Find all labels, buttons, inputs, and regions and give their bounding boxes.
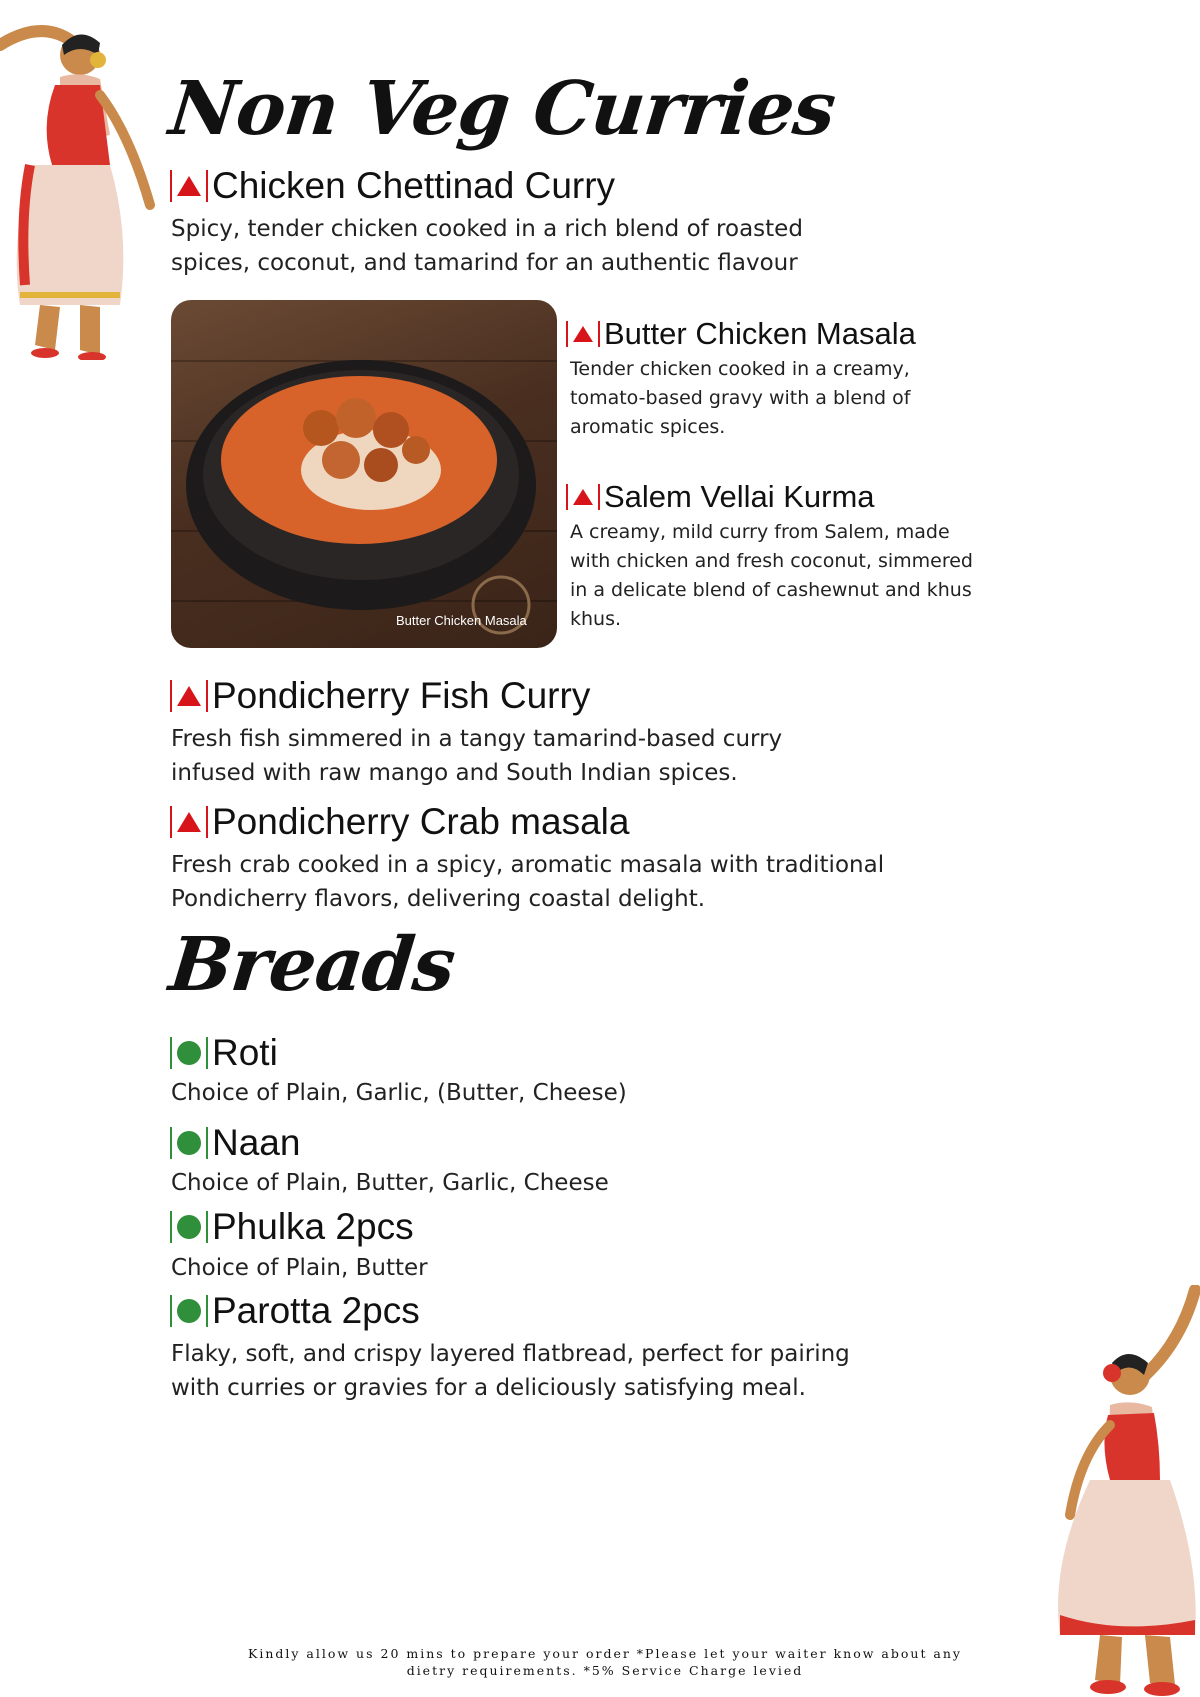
non-veg-marker-icon xyxy=(566,484,600,510)
item-name-label: Pondicherry Fish Curry xyxy=(212,675,591,716)
veg-marker-icon xyxy=(170,1295,208,1327)
item-description: Flaky, soft, and crispy layered flatbread, perfect for pairing with curries or gravies for a deliciously satisfying meal. xyxy=(171,1341,850,1401)
non-veg-marker-icon xyxy=(566,321,600,347)
footer-line-2: dietry requirements. *5% Service Charge levied xyxy=(406,1663,804,1678)
item-description: Fresh crab cooked in a spicy, aromatic masala with traditional Pondicherry flavors, delivering coastal delight. xyxy=(171,852,885,912)
menu-item-pondicherry-fish-curry xyxy=(170,675,590,717)
butter-chicken-photo xyxy=(171,300,557,648)
menu-item-roti xyxy=(170,1032,278,1074)
dancer-illustration-top-left xyxy=(0,15,170,360)
menu-item-chicken-chettinad xyxy=(170,165,615,207)
item-description: Choice of Plain, Butter, Garlic, Cheese xyxy=(171,1170,609,1196)
non-veg-marker-icon xyxy=(170,680,208,712)
footer-line-1: Kindly allow us 20 mins to prepare your order *Please let your waiter know about any xyxy=(247,1646,962,1661)
menu-item-parotta xyxy=(170,1290,420,1332)
veg-marker-icon xyxy=(170,1037,208,1069)
section-title-non-veg-curries: Non Veg Curries xyxy=(165,66,839,152)
item-name-label: Pondicherry Crab masala xyxy=(212,801,630,842)
dancer-illustration-bottom-right xyxy=(1030,1285,1200,1697)
item-name-label: Salem Vellai Kurma xyxy=(604,479,875,514)
menu-item-pondicherry-crab-masala xyxy=(170,801,629,843)
item-name-label: Butter Chicken Masala xyxy=(604,316,916,351)
menu-item-salem-vellai-kurma xyxy=(566,479,875,515)
item-description: Tender chicken cooked in a creamy, tomato-based gravy with a blend of aromatic spices. xyxy=(570,358,911,438)
photo-caption: Butter Chicken Masala xyxy=(396,613,527,628)
item-name-label: Chicken Chettinad Curry xyxy=(212,165,616,206)
non-veg-marker-icon xyxy=(170,170,208,202)
menu-item-naan xyxy=(170,1122,300,1164)
non-veg-marker-icon xyxy=(170,806,208,838)
section-title-breads: Breads xyxy=(165,922,459,1008)
item-description: Fresh fish simmered in a tangy tamarind-based curry infused with raw mango and South Indian spices. xyxy=(171,726,783,786)
item-description: Spicy, tender chicken cooked in a rich blend of roasted spices, coconut, and tamarind for an authentic flavour xyxy=(171,216,803,276)
menu-item-butter-chicken-masala xyxy=(566,316,916,352)
item-description: Choice of Plain, Butter xyxy=(171,1255,428,1281)
item-description: Choice of Plain, Garlic, (Butter, Cheese) xyxy=(171,1080,627,1106)
menu-item-phulka xyxy=(170,1206,414,1248)
footer-note xyxy=(220,1645,990,1679)
item-name-label: Naan xyxy=(212,1122,301,1163)
veg-marker-icon xyxy=(170,1211,208,1243)
item-name-label: Phulka 2pcs xyxy=(212,1206,414,1247)
item-description: A creamy, mild curry from Salem, made with chicken and fresh coconut, simmered in a delicate blend of cashewnut and khus khus. xyxy=(570,521,973,630)
veg-marker-icon xyxy=(170,1127,208,1159)
item-name-label: Roti xyxy=(212,1032,278,1073)
item-name-label: Parotta 2pcs xyxy=(212,1290,420,1331)
